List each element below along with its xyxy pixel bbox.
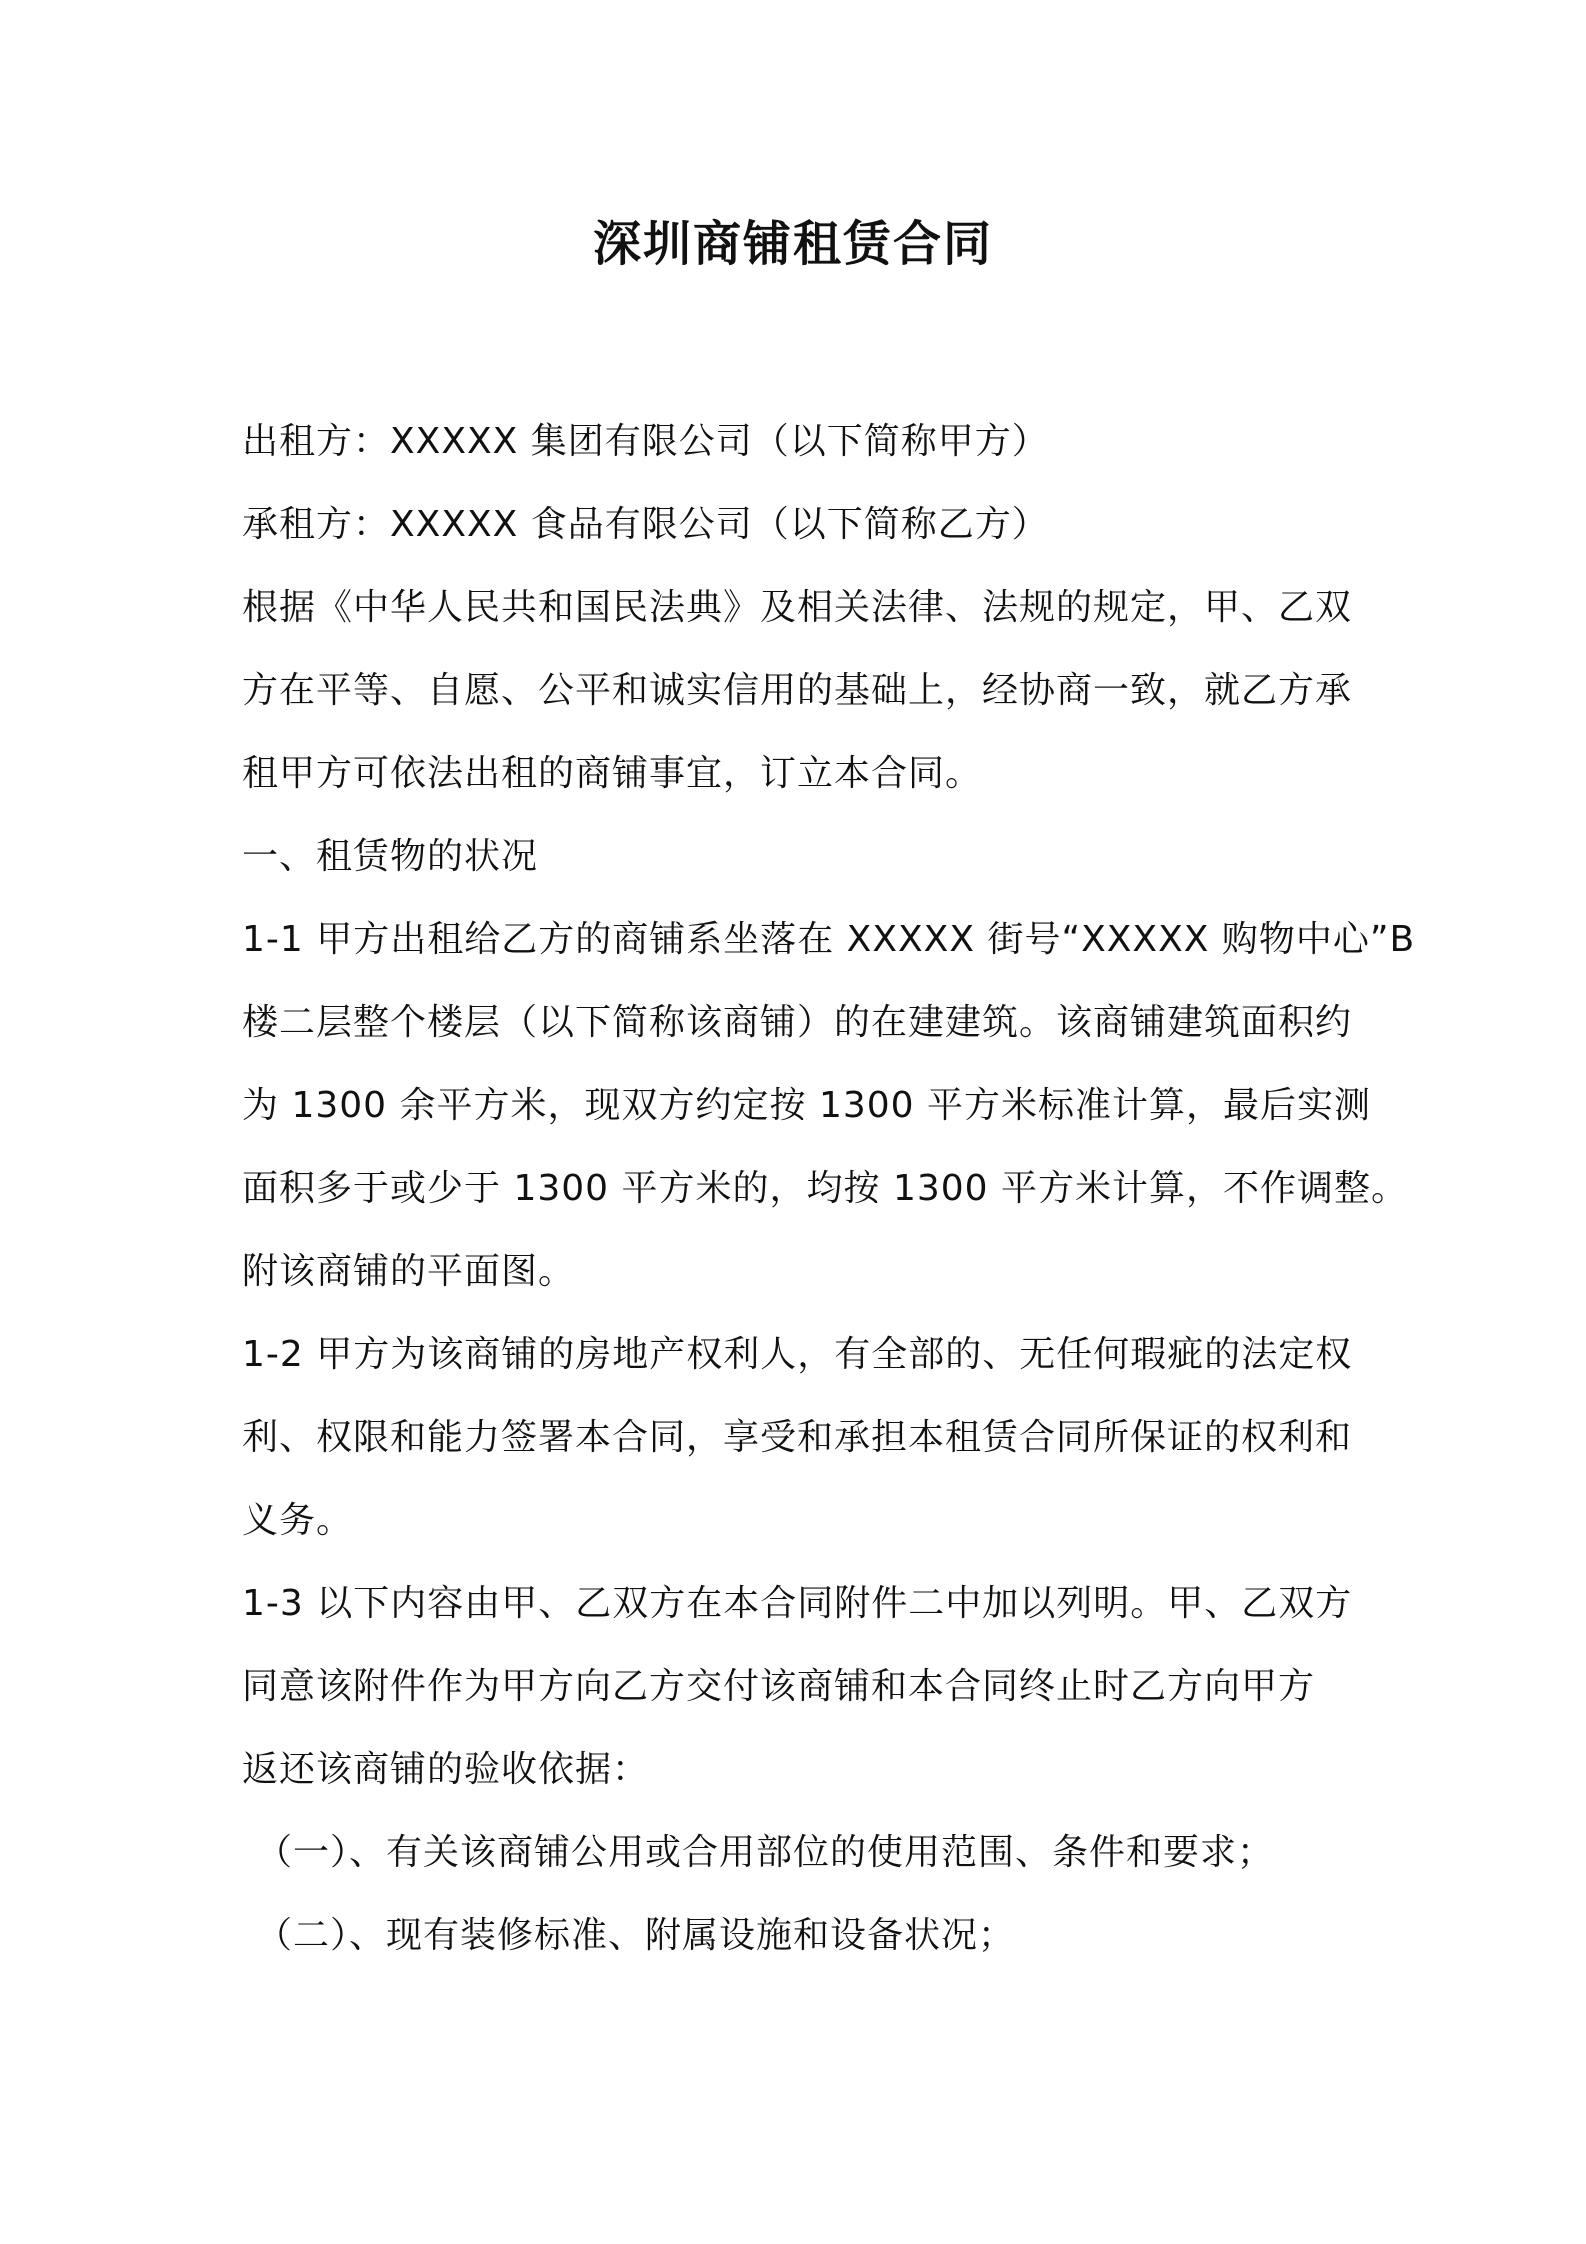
lessee-line: 承租方：XXXXX 食品有限公司（以下简称乙方）: [242, 504, 1049, 545]
clause-line: 1-3 以下内容由甲、乙双方在本合同附件二中加以列明。甲、乙双方: [242, 1583, 1353, 1624]
preamble-line: 方在平等、自愿、公平和诚实信用的基础上，经协商一致，就乙方承: [242, 670, 1353, 711]
section-heading: 一、租赁物的状况: [242, 836, 539, 877]
clause-line: 返还该商铺的验收依据：: [242, 1749, 650, 1790]
clause-line: 为 1300 余平方米，现双方约定按 1300 平方米标准计算，最后实测: [242, 1085, 1372, 1126]
clause-line: 1-1 甲方出租给乙方的商铺系坐落在 XXXXX 街号“XXXXX 购物中心”B: [242, 919, 1416, 960]
clause-line: 利、权限和能力签署本合同，享受和承担本租赁合同所保证的权利和: [242, 1417, 1353, 1458]
lessor-line: 出租方：XXXXX 集团有限公司（以下简称甲方）: [242, 421, 1049, 462]
list-item: （一）、有关该商铺公用或合用部位的使用范围、条件和要求；: [256, 1832, 1275, 1873]
list-item: （二）、现有装修标准、附属设施和设备状况；: [256, 1915, 1016, 1956]
clause-line: 附该商铺的平面图。: [242, 1251, 576, 1292]
clause-line: 1-2 甲方为该商铺的房地产权利人，有全部的、无任何瑕疵的法定权: [242, 1334, 1353, 1375]
document-title: 深圳商铺租赁合同: [592, 216, 993, 272]
clause-line: 同意该附件作为甲方向乙方交付该商铺和本合同终止时乙方向甲方: [242, 1666, 1316, 1707]
clause-line: 义务。: [242, 1500, 354, 1541]
document-body: [242, 400, 1416, 1977]
preamble-line: 租甲方可依法出租的商铺事宜，订立本合同。: [242, 753, 983, 794]
clause-line: 楼二层整个楼层（以下简称该商铺）的在建建筑。该商铺建筑面积约: [242, 1002, 1353, 1043]
preamble-line: 根据《中华人民共和国民法典》及相关法律、法规的规定，甲、乙双: [242, 587, 1353, 628]
clause-line: 面积多于或少于 1300 平方米的，均按 1300 平方米计算，不作调整。: [242, 1168, 1409, 1209]
